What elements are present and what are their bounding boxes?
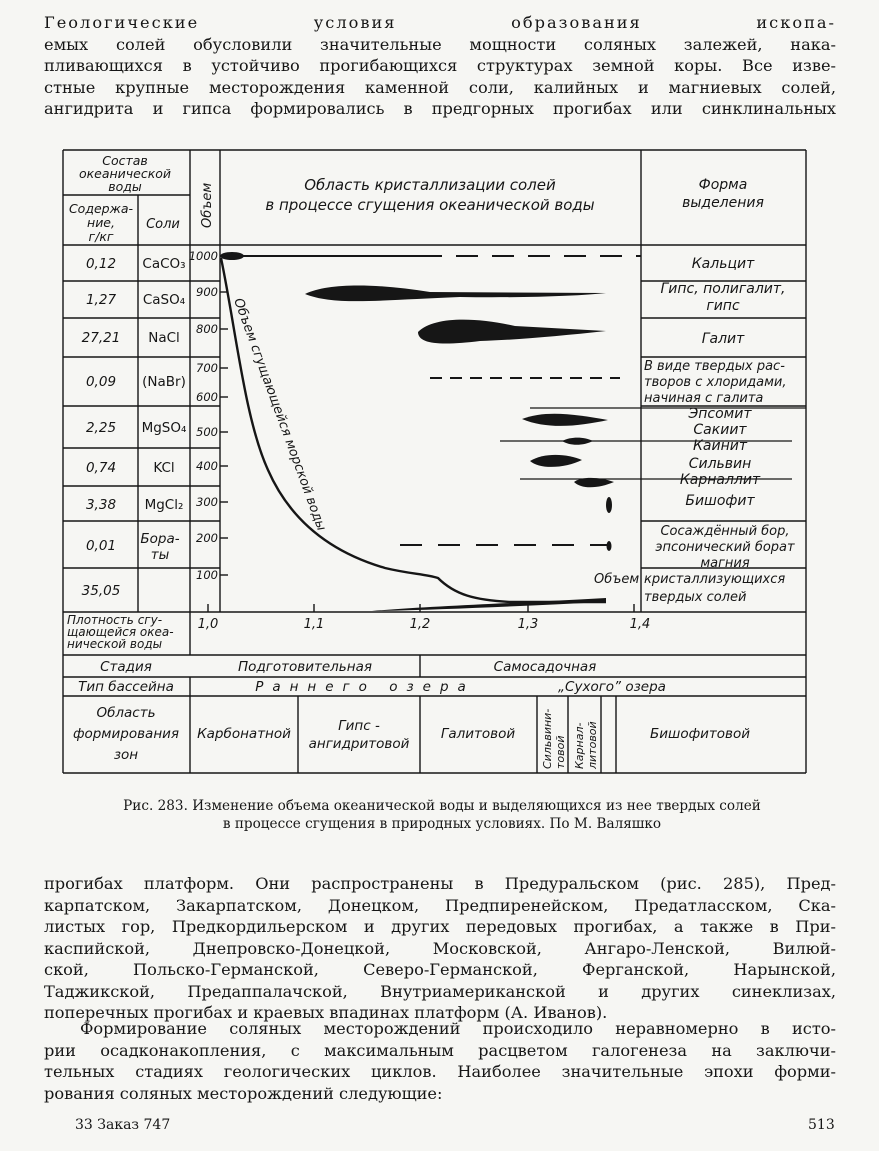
svg-text:начиная с галита: начиная с галита — [644, 391, 764, 406]
svg-text:творов с хлоридами,: творов с хлоридами, — [644, 375, 787, 390]
svg-text:щающейся океа-: щающейся океа- — [67, 625, 174, 639]
text-line: ской, Польско-Германской, Северо-Германской, Ферганской, Нарынской, — [44, 960, 836, 979]
text-line: каспийской, Днепровско-Донецкой, Московской, Ангаро-Ленской, Вилюй- — [44, 938, 836, 958]
svg-text:воды: воды — [108, 179, 142, 194]
caption-line: в процессе сгущения в природных условиях. По М. Валяшко — [222, 816, 662, 832]
salt-formula: NaCl — [148, 330, 180, 346]
density-tick: 1,2 — [409, 617, 431, 632]
stage-value: Подготовительная — [238, 659, 372, 675]
svg-text:Каинит: Каинит — [692, 438, 748, 454]
zone-label: Карнал- — [573, 722, 586, 769]
content-value: 0,74 — [85, 460, 117, 476]
svg-text:эпсонический борат: эпсонический борат — [655, 540, 795, 555]
density-tick: 1,0 — [197, 617, 219, 632]
form-label: Галит — [701, 331, 745, 347]
text-line: стные крупные месторождения каменной соли, калийных и магниевых солей, — [44, 77, 836, 97]
volume-tick: 200 — [196, 531, 218, 545]
text-line: рии осадконакопления, с максимальным расцветом галогенеза на заключи- — [44, 1040, 836, 1060]
basin-value: „Сухого” озера — [558, 679, 666, 695]
form-label: Сильвин — [688, 456, 752, 472]
text-line: ангидрита и гипса формировались в предгорных прогибах или синклинальных — [44, 99, 836, 118]
paragraph-end — [44, 1018, 836, 1104]
content-value: 0,09 — [85, 374, 117, 390]
salt-formula: MgCl₂ — [144, 497, 184, 513]
stage-label: Стадия — [100, 659, 152, 675]
solid-volume-label: Объем — [594, 572, 640, 587]
text-line: пливающихся в устойчиво прогибающихся структурах земной коры. Все изве- — [44, 56, 836, 75]
curve-label: Объем сгущающейся морской воды — [230, 296, 329, 533]
content-value: 3,38 — [85, 497, 117, 513]
header-salts: Соли — [146, 217, 180, 232]
svg-text:ангидритовой: ангидритовой — [308, 736, 410, 752]
salt-formula: (NaBr) — [142, 374, 186, 390]
salt-formula: CaSO₄ — [142, 292, 186, 308]
svg-text:формирования: формирования — [72, 726, 180, 742]
content-value: 27,21 — [81, 330, 121, 346]
volume-tick: 700 — [196, 361, 218, 375]
content-value: 35,05 — [81, 583, 121, 599]
stage-value: Самосадочная — [493, 659, 597, 675]
form-label: Гипс, полигалит, — [660, 281, 786, 297]
form-label: кристаллизующихся — [644, 572, 786, 587]
basin-value: Раннего озера — [255, 679, 475, 695]
zone-label: Галитовой — [440, 726, 516, 742]
text-line: поперечных прогибах и краевых впадинах платформ (А. Иванов). — [44, 1003, 608, 1022]
text-line: рования соляных месторождений следующие: — [44, 1083, 443, 1103]
text-line: карпатском, Закарпатском, Донецком, Предпиренейском, Предатласском, Ска- — [44, 895, 836, 915]
form-label: Сосаждённый бор, — [660, 524, 790, 539]
density-tick: 1,4 — [629, 617, 651, 632]
text-line: Таджикской, Предаппалачской, Внутриамериканской и других синеклизах, — [44, 981, 836, 1001]
content-value: 0,12 — [85, 256, 117, 272]
caption-line: Рис. 283. Изменение объема океанической воды и выделяющихся из нее твердых солей — [123, 798, 761, 814]
svg-text:литовой: литовой — [586, 721, 599, 769]
salt-formula: Бора- — [140, 531, 180, 547]
header-composition: Состав — [102, 153, 148, 168]
svg-text:выделения: выделения — [682, 195, 764, 211]
svg-text:зон: зон — [113, 747, 139, 763]
salt-formula: MgSO₄ — [141, 420, 187, 436]
svg-text:ты: ты — [150, 547, 170, 563]
text-line: тельных стадиях геологических циклов. Наиболее значительные эпохи форми- — [44, 1062, 836, 1081]
svg-text:ние,: ние, — [87, 215, 115, 230]
text-line: прогибах платформ. Они распространены в Предуральском (рис. 285), Пред- — [44, 874, 836, 893]
text-line: листых гор, Предкордильерском и других передовых прогибах, а также в При- — [44, 917, 836, 936]
volume-tick: 100 — [196, 568, 218, 582]
svg-text:Сакиит: Сакиит — [693, 422, 747, 438]
volume-tick: 1000 — [188, 249, 218, 263]
volume-tick: 900 — [196, 285, 218, 299]
zones-label: Область — [96, 705, 156, 721]
density-tick: 1,3 — [517, 617, 539, 632]
svg-text:океанической: океанической — [78, 166, 172, 181]
svg-text:магния: магния — [700, 556, 750, 571]
figure-caption — [92, 797, 792, 833]
form-label: Эпсомит — [688, 406, 752, 422]
svg-text:твердых солей: твердых солей — [644, 590, 747, 605]
zone-label: Сильвини- — [541, 708, 554, 769]
content-value: 2,25 — [85, 420, 117, 436]
volume-tick: 400 — [196, 459, 218, 473]
salt-formula: CaCO₃ — [142, 256, 186, 272]
svg-text:г/кг: г/кг — [88, 229, 114, 244]
header-crystallization: Область кристаллизации солей — [304, 176, 556, 194]
svg-text:в процессе сгущения океаническ: в процессе сгущения океанической воды — [265, 196, 595, 214]
zone-label: Карбонатной — [197, 726, 291, 742]
zone-label: Бишофитовой — [649, 726, 751, 742]
zone-label: Гипс - — [338, 718, 380, 734]
header-content: Содержа- — [68, 201, 134, 216]
text-line: емых солей обусловили значительные мощности соляных залежей, нака- — [44, 34, 836, 54]
basin-label: Тип бассейна — [78, 679, 174, 695]
content-value: 1,27 — [85, 292, 117, 308]
volume-tick: 300 — [196, 495, 218, 509]
footer-signature: 33 Заказ 747 — [75, 1117, 171, 1133]
paragraph-middle — [44, 873, 836, 1024]
volume-tick: 600 — [196, 390, 218, 404]
text-line: Формирование соляных месторождений происходило неравномерно в исто- — [80, 1019, 836, 1038]
header-form: Форма — [698, 177, 748, 193]
volume-tick: 500 — [196, 425, 218, 439]
svg-text:нической воды: нической воды — [67, 637, 163, 651]
svg-text:товой: товой — [554, 735, 567, 769]
text-line: Геологические условия образования ископа- — [44, 13, 836, 32]
header-volume: Объем — [200, 182, 215, 228]
svg-text:гипс: гипс — [706, 298, 740, 314]
density-tick: 1,1 — [303, 617, 325, 632]
salt-formula: KCl — [153, 460, 175, 476]
content-value: 0,01 — [85, 538, 117, 554]
density-label: Плотность сгу- — [67, 613, 163, 627]
form-label: В виде твердых рас- — [644, 359, 785, 374]
volume-tick: 800 — [196, 322, 218, 336]
form-label: Бишофит — [685, 493, 755, 509]
form-label: Кальцит — [691, 256, 755, 272]
page-number: 513 — [808, 1117, 835, 1133]
svg-text:Карналлит: Карналлит — [679, 472, 761, 488]
